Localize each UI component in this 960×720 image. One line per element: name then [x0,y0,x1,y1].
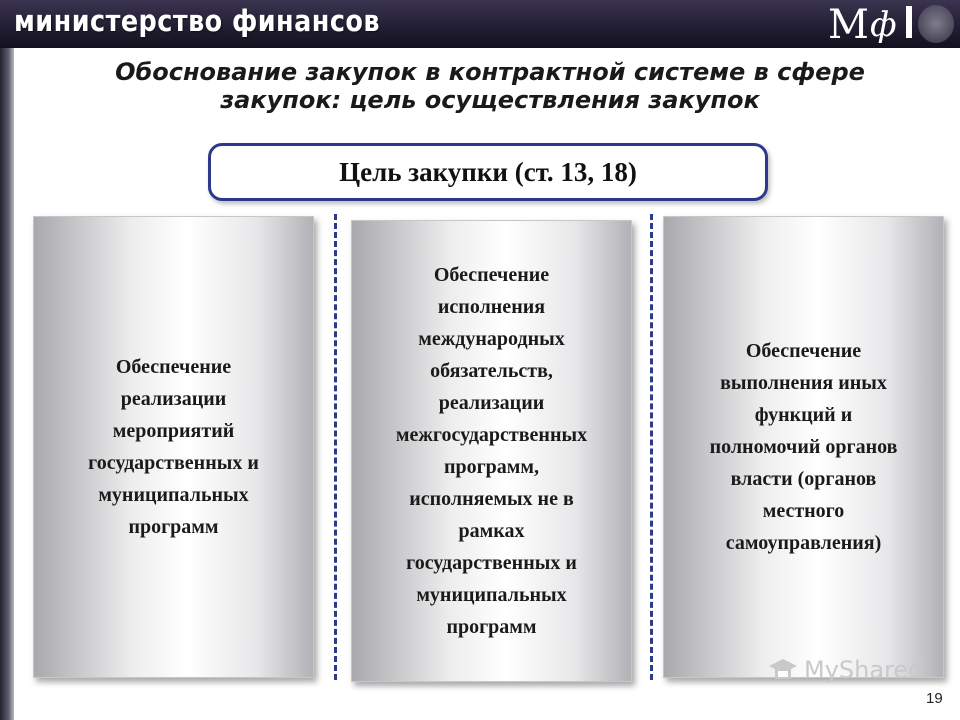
mf-logo-icon [826,0,918,44]
dashed-divider-1 [334,214,337,680]
coat-of-arms-icon [918,5,954,43]
goal-column-2-text: Обеспечение исполнения международных обязательств, реализации межгосударственных программ, исполняемых не в рамках государственных и муниципальных программ [395,264,588,638]
slide-title-line1: Обоснование закупок в контрактной системе в сфере [115,58,865,86]
goal-column-1 [33,216,314,678]
slide-title-line2: закупок: цель осуществления закупок [220,86,760,114]
ministry-logo [820,2,958,46]
left-rail [0,48,14,720]
goal-label: Цель закупки (ст. 13, 18) [339,156,637,187]
ministry-title: министерство финансов [14,4,380,38]
page-number: 19 [926,690,943,707]
logo-letters-image [826,0,918,53]
watermark [768,656,923,684]
goal-column-3 [663,216,944,678]
goal-column-3-text: Обеспечение выполнения иных функций и полномочий органов власти (органов местного самоуправления) [709,340,898,554]
watermark-text: MyShared [804,656,924,684]
goal-column-2 [351,220,632,682]
goal-column-1-text: Обеспечение реализации мероприятий государственных и муниципальных программ [88,356,259,538]
slide-title [40,58,940,114]
svg-text:М: М [828,2,867,44]
header-bar [0,0,960,48]
goal-box [208,143,768,201]
dashed-divider-2 [650,214,653,680]
svg-text:ф: ф [870,5,895,44]
mortarboard-icon [768,657,798,683]
